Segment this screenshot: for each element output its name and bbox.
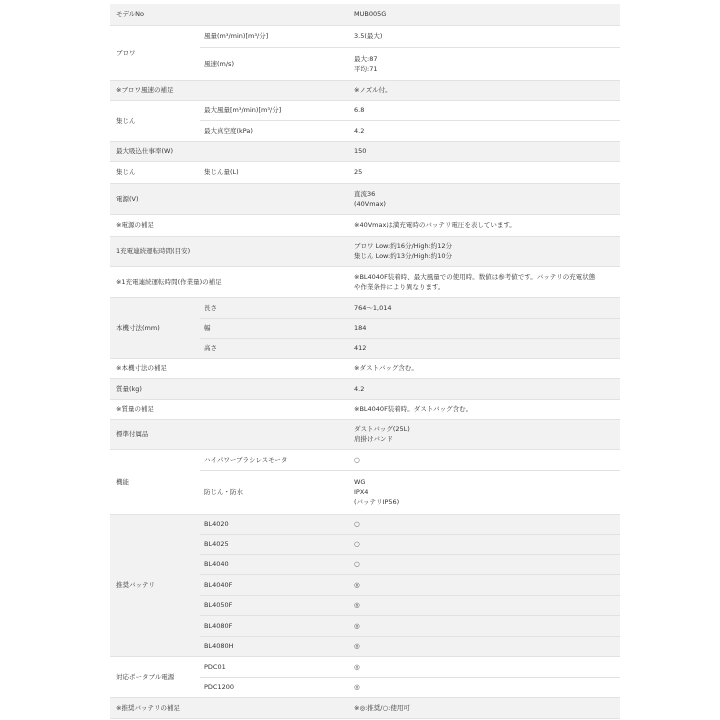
battery-mark: ○ [350, 554, 620, 574]
spec-label: ※電源の補足 [110, 214, 200, 236]
spec-sublabel: 最大真空度(kPa) [200, 120, 350, 141]
portable-name: PDC1200 [200, 677, 350, 697]
spec-value: ブロワ Low:約16分/High:約12分 集じん Low:約13分/High:約10分 [350, 236, 620, 266]
table-row [110, 514, 620, 534]
spec-value: WG IPX4 (バッテリIP56) [350, 470, 620, 514]
battery-name: BL4040F [200, 574, 350, 595]
spec-value: ※◎:推奨/○:使用可 [350, 697, 620, 718]
battery-name: BL4025 [200, 534, 350, 554]
spec-label: 標準付属品 [110, 419, 200, 449]
spec-label: 対応ポータブル電源 [110, 656, 200, 697]
spec-sublabel: 長さ [200, 297, 350, 318]
spec-value: 4.2 [350, 120, 620, 141]
spec-value: 184 [350, 318, 620, 338]
spec-label: 質量(kg) [110, 378, 200, 399]
spec-value: ※BL4040F装着時。ダストバッグ含む。 [350, 399, 620, 419]
portable-mark: ◎ [350, 677, 620, 697]
spec-label: 最大吸込仕事率(W) [110, 141, 200, 161]
table-row [110, 183, 620, 214]
battery-name: BL4050F [200, 595, 350, 615]
table-row [110, 236, 620, 266]
battery-mark: ◎ [350, 595, 620, 615]
spec-value: 4.2 [350, 378, 620, 399]
spec-value: 直流36 (40Vmax) [350, 183, 620, 214]
spec-sublabel: 最大風量[m³/min)[m³/分] [200, 100, 350, 120]
spec-label: ブロワ [110, 25, 200, 80]
spec-value: ※40Vmaxは満充電時のバッテリ電圧を表しています。 [350, 214, 620, 236]
battery-mark: ◎ [350, 615, 620, 636]
spec-label: モデルNo [110, 4, 200, 25]
spec-label: 推奨バッテリ [110, 514, 200, 656]
spec-label: 集じん [110, 161, 200, 183]
table-row [110, 297, 620, 318]
spec-sublabel: 集じん量(L) [200, 161, 350, 183]
spec-label: 電源(V) [110, 183, 200, 214]
spec-value: 412 [350, 338, 620, 358]
table-row [110, 141, 620, 161]
table-row [110, 161, 620, 183]
spec-value: ダストバッグ(25L) 肩掛けバンド [350, 419, 620, 449]
table-row [110, 100, 620, 120]
spec-label: ※ブロワ風速の補足 [110, 80, 200, 100]
spec-table [110, 4, 620, 719]
spec-value: 764～1,014 [350, 297, 620, 318]
spec-sublabel: 防じん・防水 [200, 470, 350, 514]
spec-value: 3.5(最大) [350, 25, 620, 47]
table-row [110, 25, 620, 47]
spec-sublabel: 風量(m³/min)[m³/分] [200, 25, 350, 47]
spec-sublabel: 幅 [200, 318, 350, 338]
spec-value: ※ノズル付。 [350, 80, 620, 100]
spec-value: ※ダストバッグ含む。 [350, 358, 620, 378]
battery-name: BL4040 [200, 554, 350, 574]
spec-label: 本機寸法(mm) [110, 297, 200, 358]
table-row [110, 399, 620, 419]
battery-mark: ◎ [350, 574, 620, 595]
spec-value: ○ [350, 449, 620, 470]
spec-value: 25 [350, 161, 620, 183]
spec-sublabel: 高さ [200, 338, 350, 358]
table-row [110, 266, 620, 297]
spec-sublabel: 風速(m/s) [200, 47, 350, 80]
table-row [110, 449, 620, 470]
spec-value: MUB005G [350, 4, 620, 25]
battery-mark: ◎ [350, 636, 620, 656]
spec-sublabel: ハイパワーブラシレスモータ [200, 449, 350, 470]
spec-value: 6.8 [350, 100, 620, 120]
spec-label: 集じん [110, 100, 200, 141]
spec-label: ※質量の補足 [110, 399, 200, 419]
battery-name: BL4080F [200, 615, 350, 636]
portable-mark: ◎ [350, 656, 620, 677]
spec-label: 1充電連続運転時間(目安) [110, 236, 200, 266]
battery-mark: ○ [350, 534, 620, 554]
table-row [110, 419, 620, 449]
portable-name: PDC01 [200, 656, 350, 677]
spec-value: 150 [350, 141, 620, 161]
spec-label: ※1充電連続運転時間(作業量)の補足 [110, 266, 200, 297]
battery-mark: ○ [350, 514, 620, 534]
table-row [110, 80, 620, 100]
table-row [110, 656, 620, 677]
spec-label: ※推奨バッテリの補足 [110, 697, 200, 718]
table-row [110, 697, 620, 718]
table-row [110, 4, 620, 25]
table-row [110, 378, 620, 399]
table-row [110, 214, 620, 236]
spec-label: ※本機寸法の補足 [110, 358, 200, 378]
spec-value: 最大:87 平均:71 [350, 47, 620, 80]
battery-name: BL4080H [200, 636, 350, 656]
battery-name: BL4020 [200, 514, 350, 534]
spec-label: 機能 [110, 449, 200, 514]
spec-value: ※BL4040F装着時、最大風量での使用時。数値は参考値です。バッテリの充電状態 や作業条件により異なります。 [350, 266, 620, 297]
table-row [110, 358, 620, 378]
